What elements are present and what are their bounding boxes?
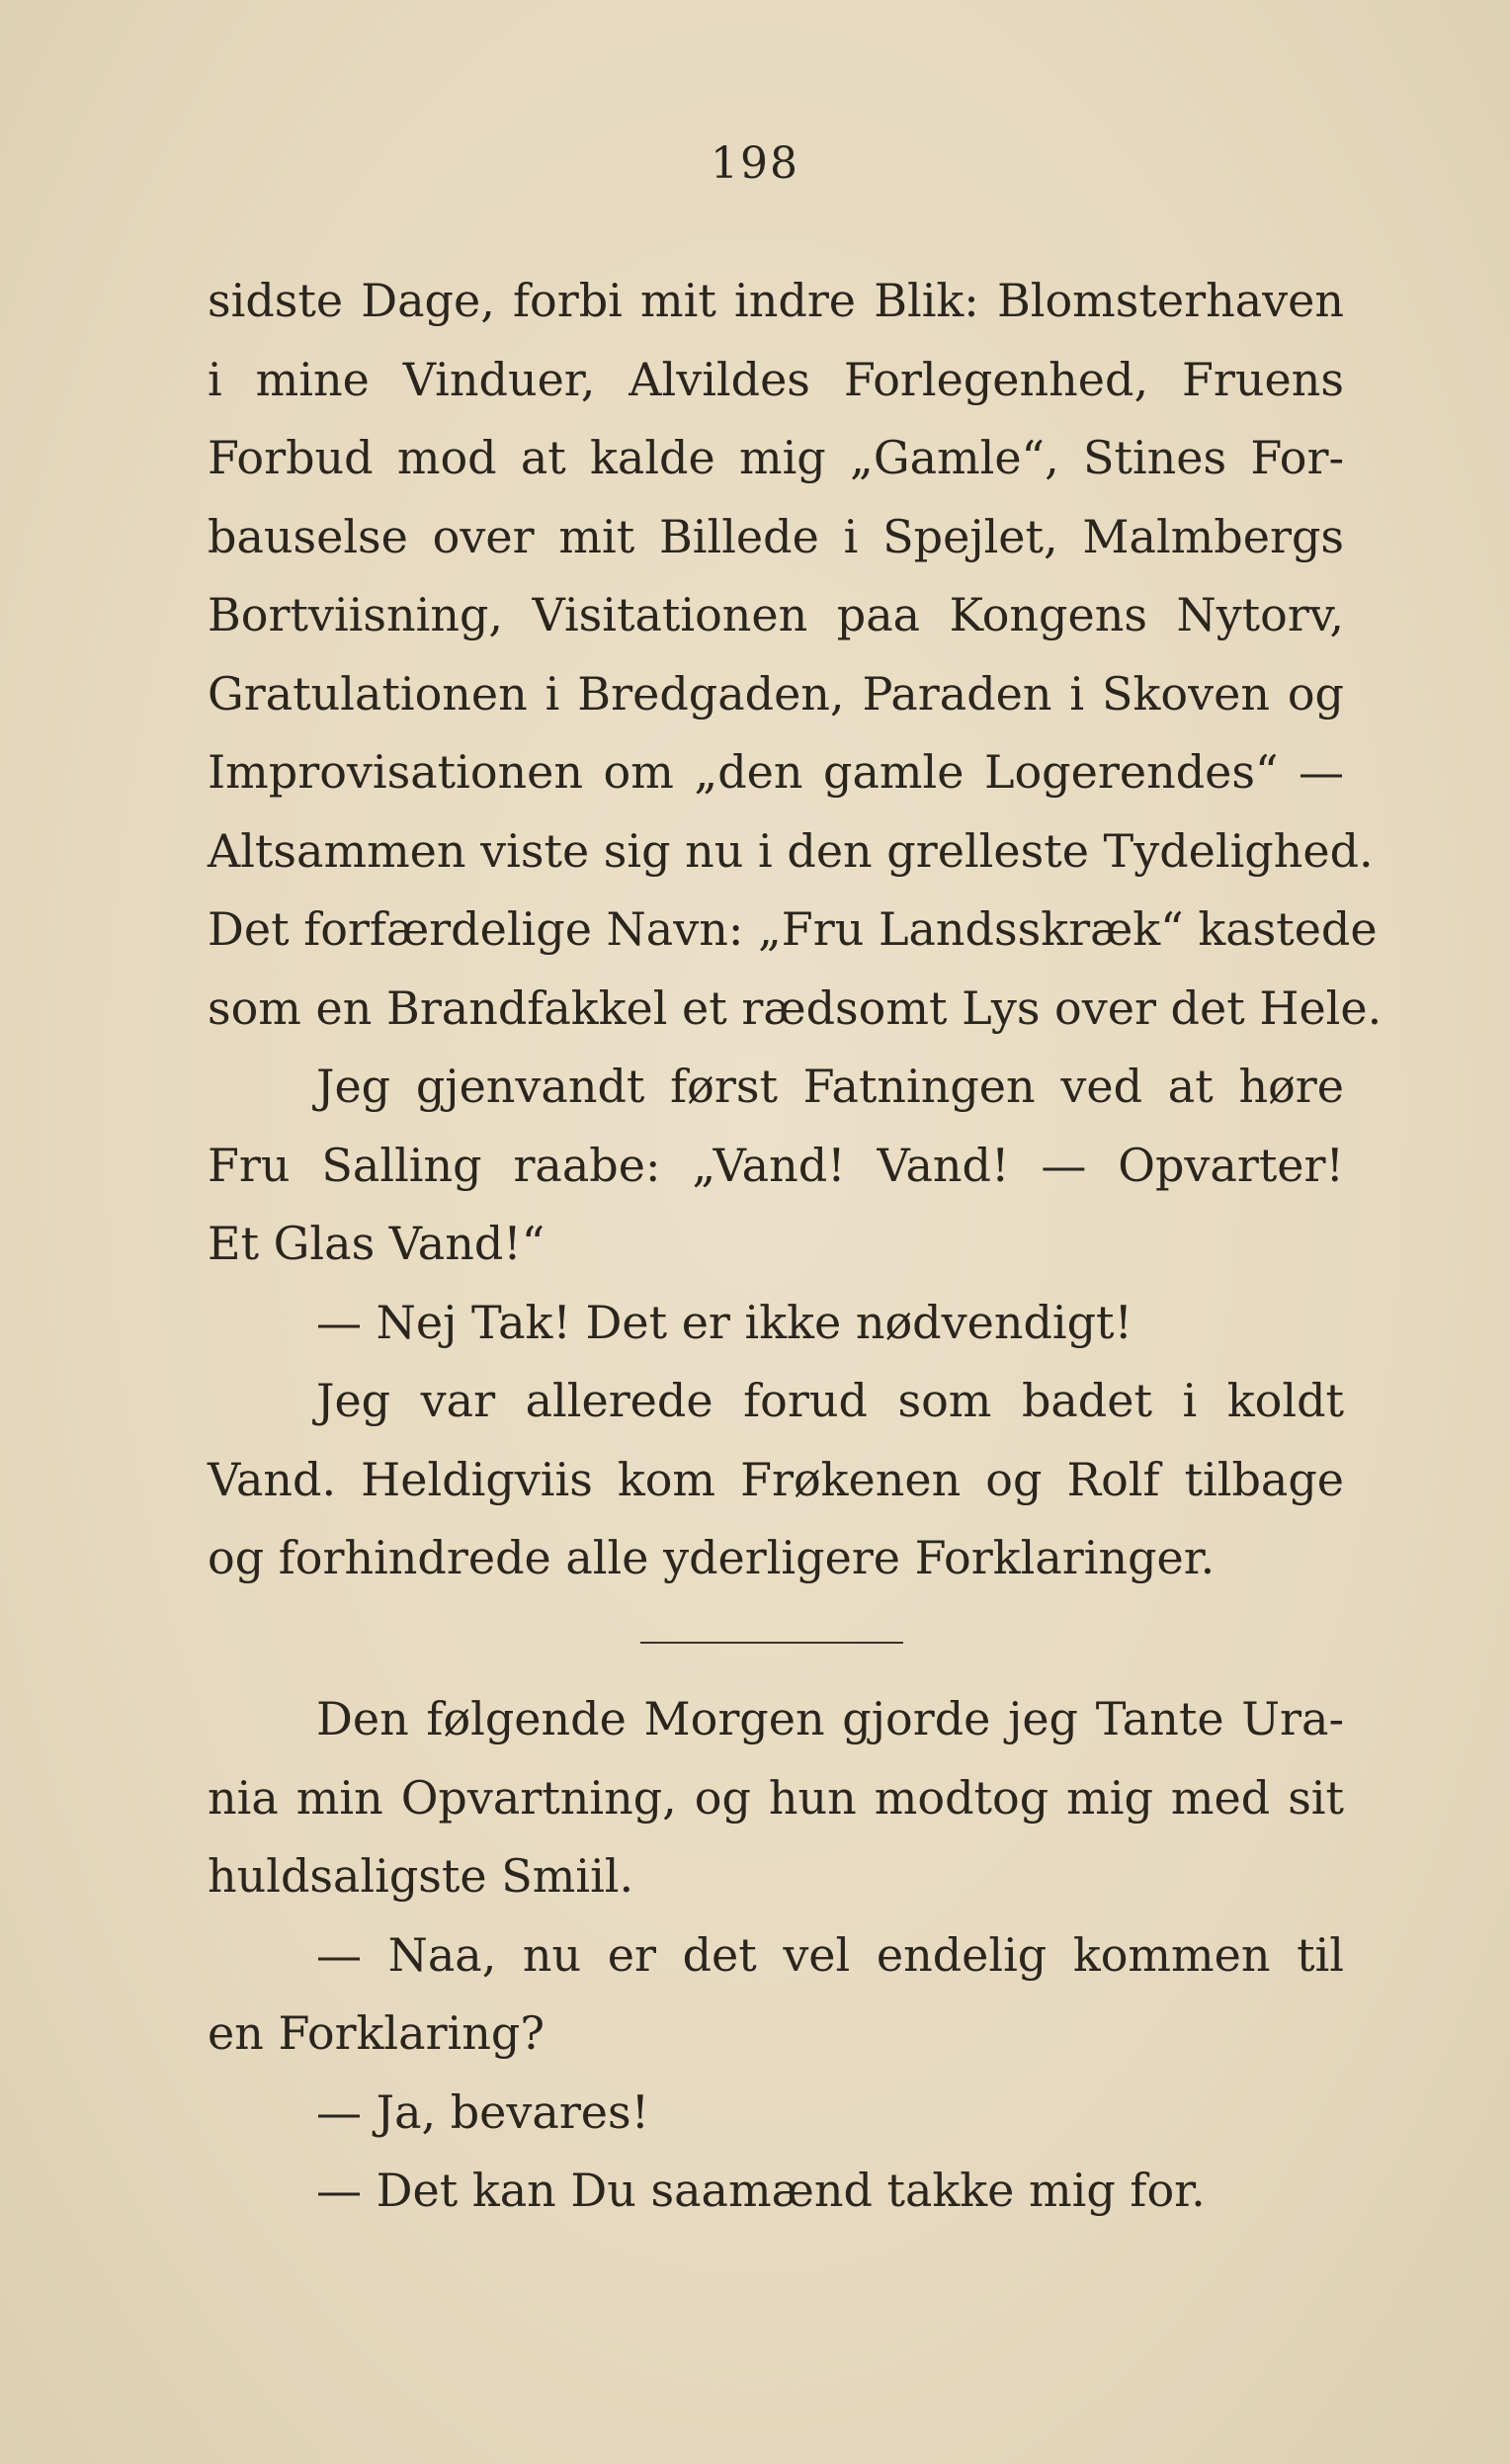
text-line: huldsaligste Smiil.	[208, 1849, 634, 1903]
text-line: Jeg var allerede forud som badet i koldt	[316, 1374, 1344, 1427]
text-line: Altsammen viste sig nu i den grelleste Tydelighed.	[208, 823, 1374, 878]
text-line: Et Glas Vand!“	[208, 1217, 545, 1270]
text-line: Jeg gjenvandt først Fatningen ved at høre	[316, 1060, 1344, 1113]
text-line: Bortviisning, Visitationen paa Kongens Nytorv,	[208, 588, 1344, 641]
text-line: Fru Salling raabe: „Vand! Vand! — Opvarter!	[208, 1138, 1344, 1192]
text-line: nia min Opvartning, og hun modtog mig med sit	[208, 1770, 1344, 1825]
text-line: — Nej Tak! Det er ikke nødvendigt!	[316, 1295, 1133, 1349]
text-line: og forhindrede alle yderligere Forklaringer.	[208, 1531, 1216, 1584]
text-line: Forbud mod at kalde mig „Gamle“, Stines For-	[208, 431, 1344, 484]
text-line: Den følgende Morgen gjorde jeg Tante Ura-	[316, 1692, 1344, 1745]
page-number: 198	[711, 138, 799, 189]
section-divider	[640, 1642, 903, 1644]
text-line: Improvisationen om „den gamle Logerendes“ —	[208, 745, 1344, 799]
text-line: — Det kan Du saamænd takke mig for.	[316, 2164, 1206, 2217]
text-line: bauselse over mit Billede i Spejlet, Malmbergs	[208, 509, 1344, 563]
text-line: en Forklaring?	[208, 2006, 545, 2060]
text-line: sidste Dage, forbi mit indre Blik: Blomsterhaven	[208, 274, 1344, 327]
text-line: — Ja, bevares!	[316, 2084, 650, 2139]
text-line: Det forfærdelige Navn: „Fru Landsskræk“ kastede	[208, 902, 1378, 956]
text-line: i mine Vinduer, Alvildes Forlegenhed, Fruens	[208, 352, 1344, 406]
text-line: som en Brandfakkel et rædsomt Lys over det Hele.	[208, 980, 1383, 1035]
text-line: — Naa, nu er det vel endelig kommen til	[316, 1927, 1344, 1982]
text-line: Vand. Heldigviis kom Frøkenen og Rolf tilbage	[208, 1452, 1344, 1506]
text-section-2	[208, 1680, 1344, 2231]
text-section-1	[208, 262, 1383, 1598]
text-line: Gratulationen i Bredgaden, Paraden i Skoven og	[208, 666, 1344, 721]
